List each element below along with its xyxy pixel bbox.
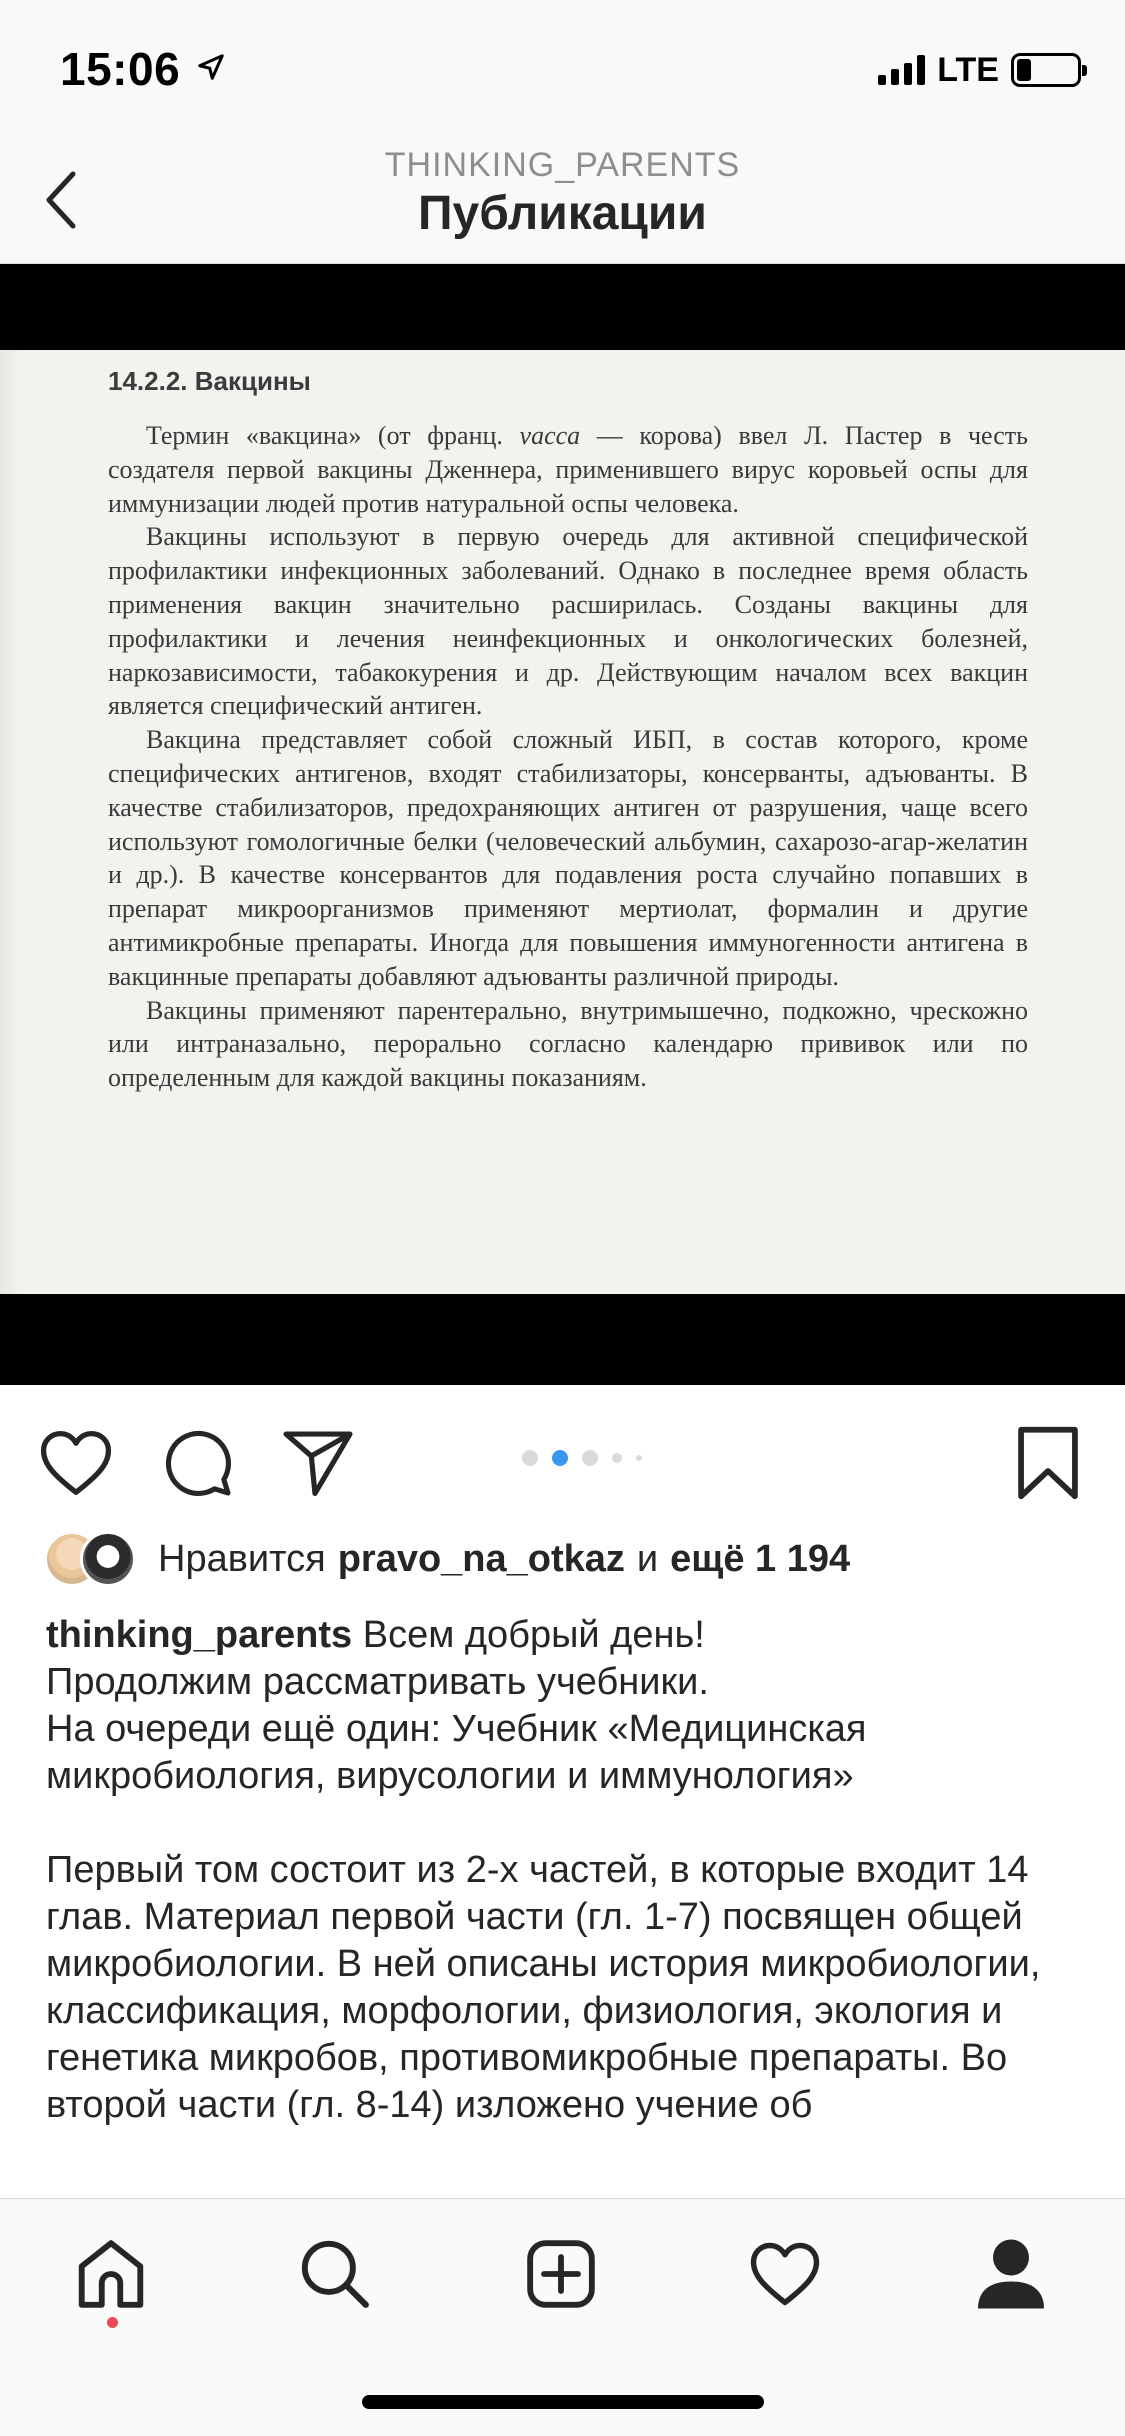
tab-profile[interactable] — [966, 2229, 1056, 2319]
bookmark-icon — [1016, 1425, 1080, 1501]
tab-activity[interactable] — [740, 2229, 830, 2319]
like-button[interactable] — [36, 1423, 116, 1503]
add-post-icon — [524, 2237, 598, 2311]
paragraph-2: Вакцины используют в первую очередь для активной специфической профилактики инфекционных заболеваний. Однако в последнее время область применения вакцин значительно расширилась. Созданы вакцины для профилактики и лечения неинфекционных и онкологических болезней, наркозависимости, табакокурения и др. Действующим началом всех вакцин является специфический антиген. — [108, 522, 1028, 721]
caption-line: Продолжим рассматривать учебники. — [46, 1661, 709, 1703]
likes-connector: и — [636, 1537, 659, 1580]
post-media[interactable] — [0, 264, 1125, 1385]
status-time: 15:06 — [60, 43, 181, 95]
liker-username[interactable]: pravo_na_otkaz — [337, 1537, 625, 1580]
tab-add-post[interactable] — [516, 2229, 606, 2319]
comment-button[interactable] — [158, 1423, 238, 1503]
paragraph-1: Термин «вакцина» (от франц. vacca — корова) ввел Л. Пастер в честь создателя первой вакцины Дженнера, применившего вирус коровьей оспы для иммунизации людей против натуральной оспы человека. — [108, 421, 1028, 518]
caption-line: Первый том состоит из 2-х частей, в которые входит 14 глав. Материал первой части (гл. 1-7) посвящен общей микробиологии. В ней описаны история микробиологии, классификация, морфологии, физиология, экология и генетика микробов, противомикробные препараты. Во второй части (гл. 8-14) изложено учение об — [46, 1849, 1041, 2126]
signal-icon — [878, 55, 925, 85]
post-photo[interactable] — [0, 350, 1125, 1294]
carousel-dot — [522, 1450, 538, 1466]
caption-username[interactable]: thinking_parents — [46, 1614, 353, 1656]
comment-icon — [162, 1427, 234, 1499]
carousel-dot — [636, 1455, 642, 1461]
location-arrow-icon — [196, 52, 226, 82]
page-title: Публикации — [418, 187, 707, 240]
home-notification-dot — [107, 2317, 118, 2328]
status-bar — [0, 0, 1125, 132]
likes-count[interactable]: ещё 1 194 — [670, 1537, 851, 1580]
carousel-indicator — [522, 1450, 642, 1466]
send-icon — [281, 1428, 355, 1498]
home-indicator — [362, 2395, 764, 2409]
battery-icon — [1011, 53, 1081, 87]
liker-avatars — [44, 1531, 144, 1587]
page-edge — [0, 350, 20, 1294]
tab-home[interactable] — [66, 2229, 156, 2319]
home-icon — [74, 2237, 148, 2311]
paragraph-3: Вакцина представляет собой сложный ИБП, в состав которого, кроме специфических антигенов, входят стабилизаторы, консерванты, адъюванты. В качестве стабилизаторов, предохраняющих антиген от разрушения, чаще всего используют гомологичные белки (человеческий альбумин, сахарозо-агар-желатин и др.). В качестве консервантов для подавления роста случайно попавших в препарат микроорганизмов применяют мертиолат, формалин и другие антимикробные препараты. Иногда для повышения иммуногенности антигена в вакцинные препараты добавляют адъюванты различной природы. — [108, 725, 1028, 991]
carousel-dot — [612, 1453, 622, 1463]
carousel-dot — [582, 1450, 598, 1466]
header-username[interactable]: THINKING_PARENTS — [384, 146, 741, 184]
profile-icon — [975, 2236, 1047, 2312]
nav-header — [0, 132, 1125, 264]
caption-line: Всем добрый день! — [362, 1614, 705, 1656]
tab-search[interactable] — [290, 2229, 380, 2319]
post-caption — [46, 1612, 1086, 2129]
section-title: 14.2.2. Вакцины — [108, 366, 311, 396]
caption-line: На очереди ещё один: Учебник «Медицинская микробиология, вирусологии и иммунология» — [46, 1708, 867, 1797]
heart-icon — [38, 1429, 114, 1497]
activity-heart-icon — [748, 2241, 822, 2307]
carousel-dot-active — [552, 1450, 568, 1466]
status-indicators — [878, 50, 1081, 90]
save-button[interactable] — [1008, 1423, 1088, 1503]
textbook-page — [108, 366, 1028, 1095]
share-button[interactable] — [278, 1423, 358, 1503]
network-type: LTE — [937, 50, 999, 89]
likes-prefix: Нравится — [158, 1537, 326, 1580]
avatar — [80, 1531, 136, 1587]
search-icon — [298, 2237, 372, 2311]
paragraph-4: Вакцины применяют парентерально, внутримышечно, подкожно, чрескожно или интраназально, перорально согласно календарю прививок или по определенным для каждой вакцины показаниям. — [108, 995, 1028, 1093]
likes-row[interactable] — [44, 1530, 850, 1588]
